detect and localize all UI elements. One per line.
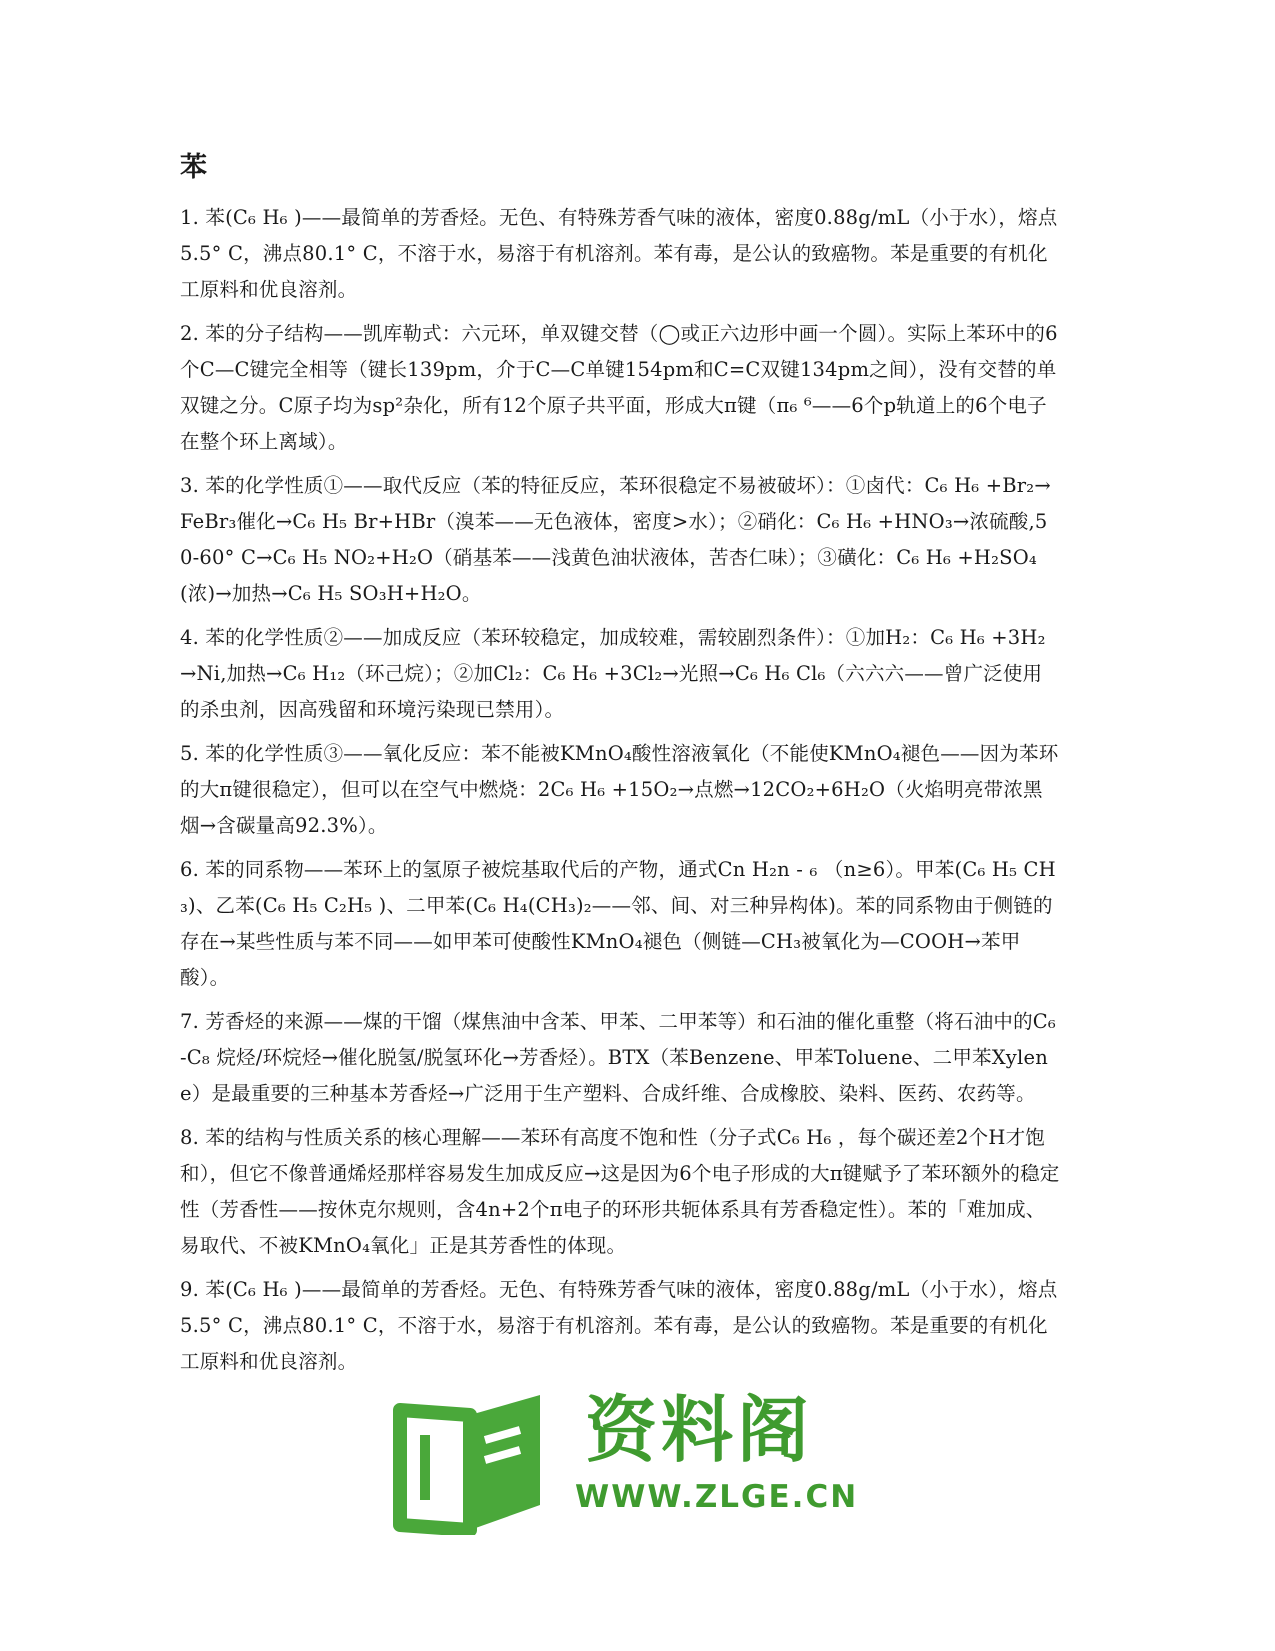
- watermark-logo: [380, 1385, 859, 1535]
- watermark-name: 资料阁: [585, 1388, 814, 1472]
- paragraph-1: 1. 苯(C₆ H₆ )——最简单的芳香烃。无色、有特殊芳香气味的液体，密度0.88g/mL（小于水），熔点5.5° C，沸点80.1° C，不溶于水，易溶于有机溶剂。苯有毒，是公认的致癌物。苯是重要的有机化工原料和优良溶剂。: [180, 206, 1058, 301]
- paragraph-5: 5. 苯的化学性质③——氧化反应：苯不能被KMnO₄酸性溶液氧化（不能使KMnO₄褪色——因为苯环的大π键很稳定），但可以在空气中燃烧：2C₆ H₆ +15O₂→点燃→12CO₂+6H₂O（火焰明亮带浓黑烟→含碳量高92.3%）。: [180, 742, 1059, 837]
- paragraph-2: 2. 苯的分子结构——凯库勒式：六元环，单双键交替（◯或正六边形中画一个圆）。实际上苯环中的6个C—C键完全相等（键长139pm，介于C—C单键154pm和C=C双键134pm之间），没有交替的单双键之分。C原子均为sp²杂化，所有12个原子共平面，形成大π键（π₆ ⁶——6个p轨道上的6个电子在整个环上离域）。: [180, 322, 1058, 453]
- paragraph-9: 9. 苯(C₆ H₆ )——最简单的芳香烃。无色、有特殊芳香气味的液体，密度0.88g/mL（小于水），熔点5.5° C，沸点80.1° C，不溶于水，易溶于有机溶剂。苯有毒，是公认的致癌物。苯是重要的有机化工原料和优良溶剂。: [180, 1278, 1058, 1373]
- paragraph-7: 7. 芳香烃的来源——煤的干馏（煤焦油中含苯、甲苯、二甲苯等）和石油的催化重整（将石油中的C₆ -C₈ 烷烃/环烷烃→催化脱氢/脱氢环化→芳香烃）。BTX（苯Benzene、甲苯Toluene、二甲苯Xylene）是最重要的三种基本芳香烃→广泛用于生产塑料、合成纤维、合成橡胶、染料、医药、农药等。: [180, 1010, 1056, 1105]
- paragraph-3: 3. 苯的化学性质①——取代反应（苯的特征反应，苯环很稳定不易被破坏）：①卤代：C₆ H₆ +Br₂→FeBr₃催化→C₆ H₅ Br+HBr（溴苯——无色液体，密度>水）；②硝化：C₆ H₆ +HNO₃→浓硫酸,50-60° C→C₆ H₅ NO₂+H₂O（硝基苯——浅黄色油状液体，苦杏仁味）；③磺化：C₆ H₆ +H₂SO₄(浓)→加热→C₆ H₅ SO₃H+H₂O。: [180, 474, 1051, 605]
- document-page: [180, 150, 1060, 1388]
- open-book-icon: [380, 1385, 560, 1535]
- paragraph-6: 6. 苯的同系物——苯环上的氢原子被烷基取代后的产物，通式Cn H₂n - ₆ （n≥6）。甲苯(C₆ H₅ CH₃)、乙苯(C₆ H₅ C₂H₅ )、二甲苯(C₆ H₄(CH₃)₂——邻、间、对三种异构体)。苯的同系物由于侧链的存在→某些性质与苯不同——如甲苯可使酸性KMnO₄褪色（侧链—CH₃被氧化为—COOH→苯甲酸）。: [180, 858, 1056, 989]
- paragraph-4: 4. 苯的化学性质②——加成反应（苯环较稳定，加成较难，需较剧烈条件）：①加H₂：C₆ H₆ +3H₂→Ni,加热→C₆ H₁₂（环己烷）；②加Cl₂：C₆ H₆ +3Cl₂→光照→C₆ H₆ Cl₆（六六六——曾广泛使用的杀虫剂，因高残留和环境污染现已禁用）。: [180, 626, 1046, 721]
- watermark-url: WWW.ZLGE.CN: [575, 1479, 859, 1515]
- document-title: 苯: [180, 152, 207, 183]
- paragraph-8: 8. 苯的结构与性质关系的核心理解——苯环有高度不饱和性（分子式C₆ H₆ ，每个碳还差2个H才饱和），但它不像普通烯烃那样容易发生加成反应→这是因为6个电子形成的大π键赋予了苯环额外的稳定性（芳香性——按休克尔规则，含4n+2个π电子的环形共轭体系具有芳香稳定性）。苯的「难加成、易取代、不被KMnO₄氧化」正是其芳香性的体现。: [180, 1126, 1060, 1257]
